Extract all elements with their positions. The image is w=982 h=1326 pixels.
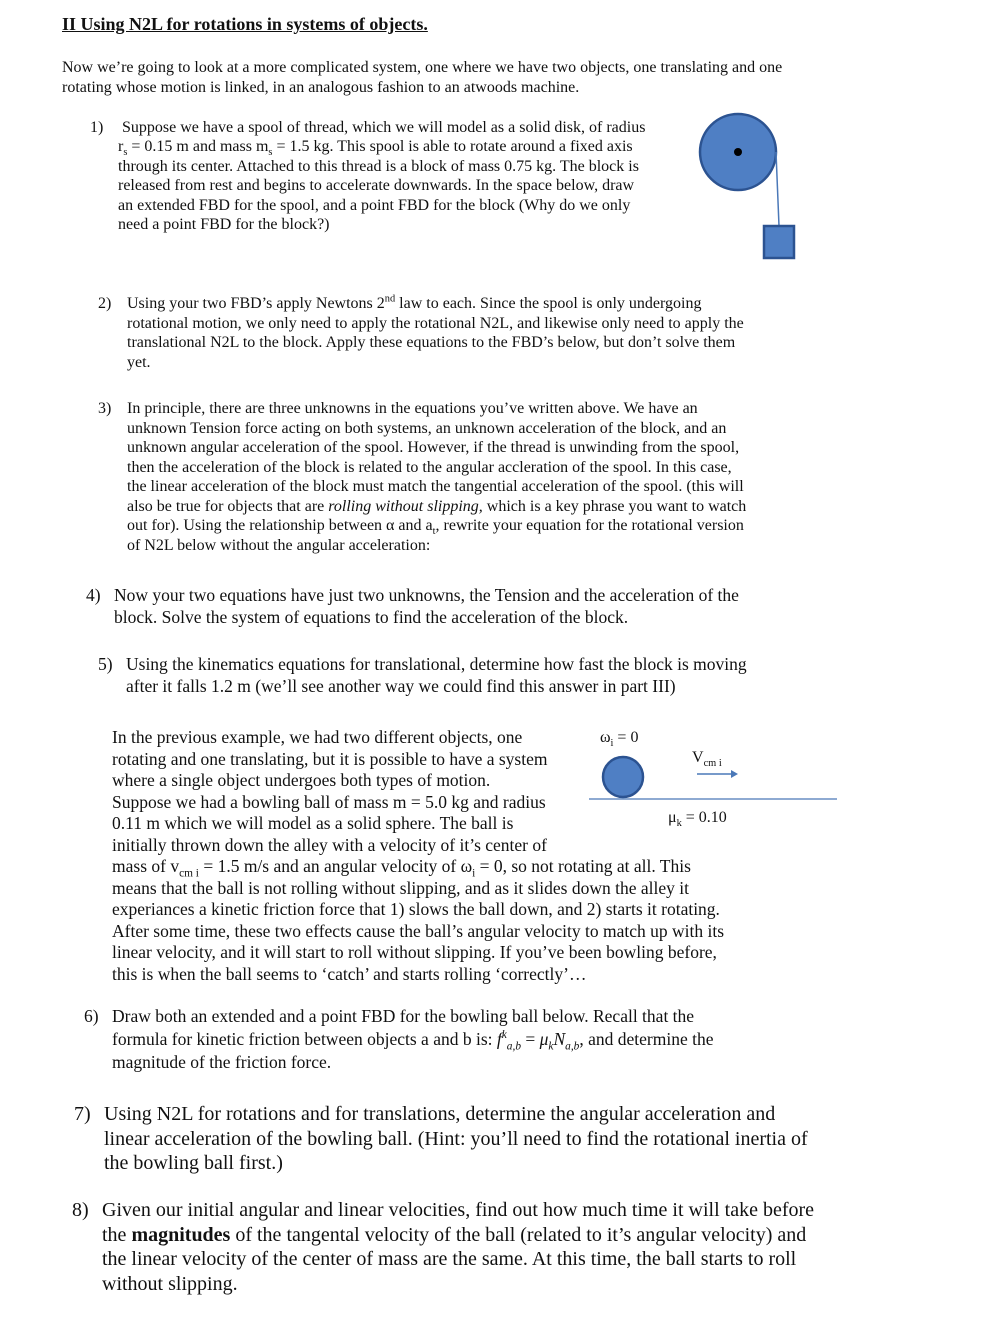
question-text-line: the magnitudes of the tangental velocity of the ball (related to it’s angular velocity) and bbox=[102, 1224, 807, 1246]
question-text-line: block. Solve the system of equations to find the acceleration of the block. bbox=[114, 607, 629, 627]
spool-block-diagram bbox=[690, 108, 810, 268]
friction-coefficient-label: $\mu_k = 0.10$ bbox=[668, 809, 727, 830]
question-text-line: released from rest and begins to accelerate downwards. In the space below, draw bbox=[118, 177, 635, 194]
question-text-line: linear acceleration of the bowling ball. (Hint: you’ll need to find the rotational inertia of bbox=[104, 1128, 808, 1150]
question-text-line: of N2L below without the angular acceleration: bbox=[127, 537, 431, 554]
paragraph-line: linear velocity, and it will start to roll without slipping. If you’ve been bowling before, bbox=[112, 942, 717, 962]
velocity-arrow-head bbox=[731, 770, 738, 778]
question-text-line: $r_s = 0.15$ m and mass $m_s = 1.5$ kg. This spool is able to rotate around a fixed axis bbox=[118, 138, 633, 159]
paragraph-line: 0.11 m which we will model as a solid sphere. The ball is bbox=[112, 813, 514, 833]
question-text-line: the linear velocity of the center of mass are the same. At this time, the ball starts to roll bbox=[102, 1248, 797, 1270]
question-text-line: also be true for objects that are rolling without slipping, which is a key phrase you want to watch bbox=[127, 498, 747, 515]
intro-paragraph: Now we’re going to look at a more complicated system, one where we have two objects, one translating and one rotating whose motion is linked, in an analogous fashion to an atwoods machine. bbox=[62, 59, 783, 96]
question-text-line: In principle, there are three unknowns in the equations you’ve written above. We have an bbox=[127, 400, 698, 417]
question-number: 3) bbox=[98, 400, 112, 417]
thread-line bbox=[776, 152, 779, 226]
question-text-line: after it falls 1.2 m (we’ll see another way we could find this answer in part III) bbox=[126, 676, 676, 696]
question-text-line: need a point FBD for the block?) bbox=[118, 216, 330, 233]
question-text-line: rotational motion, we only need to apply the rotational N2L, and likewise only need to apply the bbox=[127, 315, 744, 332]
paragraph-line: initially thrown down the alley with a velocity of it’s center of bbox=[112, 835, 547, 855]
paragraph-line: After some time, these two effects cause the ball’s angular velocity to match up with its bbox=[112, 921, 725, 941]
question-number: 5) bbox=[98, 654, 113, 674]
question-number: 2) bbox=[98, 295, 112, 312]
paragraph-line: Suppose we had a bowling ball of mass m = 5.0 kg and radius bbox=[112, 792, 546, 812]
section-heading: II Using N2L for rotations in systems of objects. bbox=[62, 14, 428, 34]
question-text-line: Given our initial angular and linear velocities, find out how much time it will take before bbox=[102, 1199, 815, 1221]
paragraph-line: this is when the ball seems to ‘catch’ and starts rolling ‘correctly’… bbox=[112, 964, 587, 984]
question-text-line: Using N2L for rotations and for translations, determine the angular acceleration and bbox=[104, 1103, 776, 1125]
question-text-line: Suppose we have a spool of thread, which we will model as a solid disk, of radius bbox=[122, 119, 646, 136]
question-number: 6) bbox=[84, 1006, 99, 1026]
question-text-line: Using your two FBD’s apply Newtons 2nd law to each. Since the spool is only undergoing bbox=[127, 293, 702, 312]
question-text-line: an extended FBD for the spool, and a point FBD for the block (Why do we only bbox=[118, 197, 631, 214]
question-text-line: without slipping. bbox=[102, 1273, 238, 1295]
question-text-line: out for). Using the relationship between α and $a_t$, rewrite your equation for the rotational version bbox=[127, 517, 744, 538]
question-text-line: Now your two equations have just two unknowns, the Tension and the acceleration of the bbox=[114, 585, 739, 605]
question-text-line: Draw both an extended and a point FBD for the bowling ball below. Recall that the bbox=[112, 1006, 695, 1026]
question-text-line: Using the kinematics equations for translational, determine how fast the block is moving bbox=[126, 654, 747, 674]
paragraph-line: means that the ball is not rolling without slipping, and as it slides down the alley it bbox=[112, 878, 689, 898]
question-text-line: unknown angular acceleration of the spool. However, if the thread is unwinding from the spool, bbox=[127, 439, 740, 456]
question-text-line: then the acceleration of the block is related to the angular accleration of the spool. In this case, bbox=[127, 459, 732, 476]
question-text-line: formula for kinetic friction between objects a and b is: $f^k_{a,b} = \mu_kN_{a,b}$, and determine the bbox=[112, 1029, 714, 1053]
omega-initial-label: $\omega_i = 0$ bbox=[600, 729, 639, 750]
hanging-block bbox=[764, 226, 794, 258]
question-text-line: unknown Tension force acting on both systems, an unknown acceleration of the block, and an bbox=[127, 420, 727, 437]
question-text-line: yet. bbox=[127, 354, 151, 371]
question-text-line: the bowling ball first.) bbox=[104, 1152, 283, 1174]
question-text-line: the linear acceleration of the block must match the tangential acceleration of the spool. (this will bbox=[127, 478, 744, 495]
question-number: 7) bbox=[74, 1103, 91, 1125]
question-text-line: through its center. Attached to this thread is a block of mass 0.75 kg. The block is bbox=[118, 158, 639, 175]
paragraph-line: In the previous example, we had two different objects, one bbox=[112, 727, 523, 747]
bowling-ball bbox=[603, 757, 643, 797]
paragraph-line: rotating and one translating, but it is possible to have a system bbox=[112, 749, 548, 769]
question-text-line: magnitude of the friction force. bbox=[112, 1052, 332, 1072]
question-text-line: translational N2L to the block. Apply these equations to the FBD’s below, but don’t solve them bbox=[127, 334, 736, 351]
question-number: 8) bbox=[72, 1199, 89, 1221]
velocity-initial-label: $V_{cm i}$ bbox=[692, 749, 722, 770]
spool-axis-dot bbox=[734, 148, 742, 156]
paragraph-line: where a single object undergoes both types of motion. bbox=[112, 770, 491, 790]
paragraph-line: experiances a kinetic friction force that 1) slows the ball down, and 2) starts it rotating. bbox=[112, 899, 720, 919]
question-number: 4) bbox=[86, 585, 101, 605]
friction-formula: $f^k_{a,b} = \mu_kN_{a,b}$ bbox=[496, 1029, 580, 1053]
paragraph-line: mass of $v_{cm i} = 1.5$ m/s and an angular velocity of $\omega_i = 0$, so not rotating at all. This bbox=[112, 856, 691, 880]
bowling-ball-diagram bbox=[585, 750, 845, 810]
question-number: 1) bbox=[90, 119, 104, 136]
